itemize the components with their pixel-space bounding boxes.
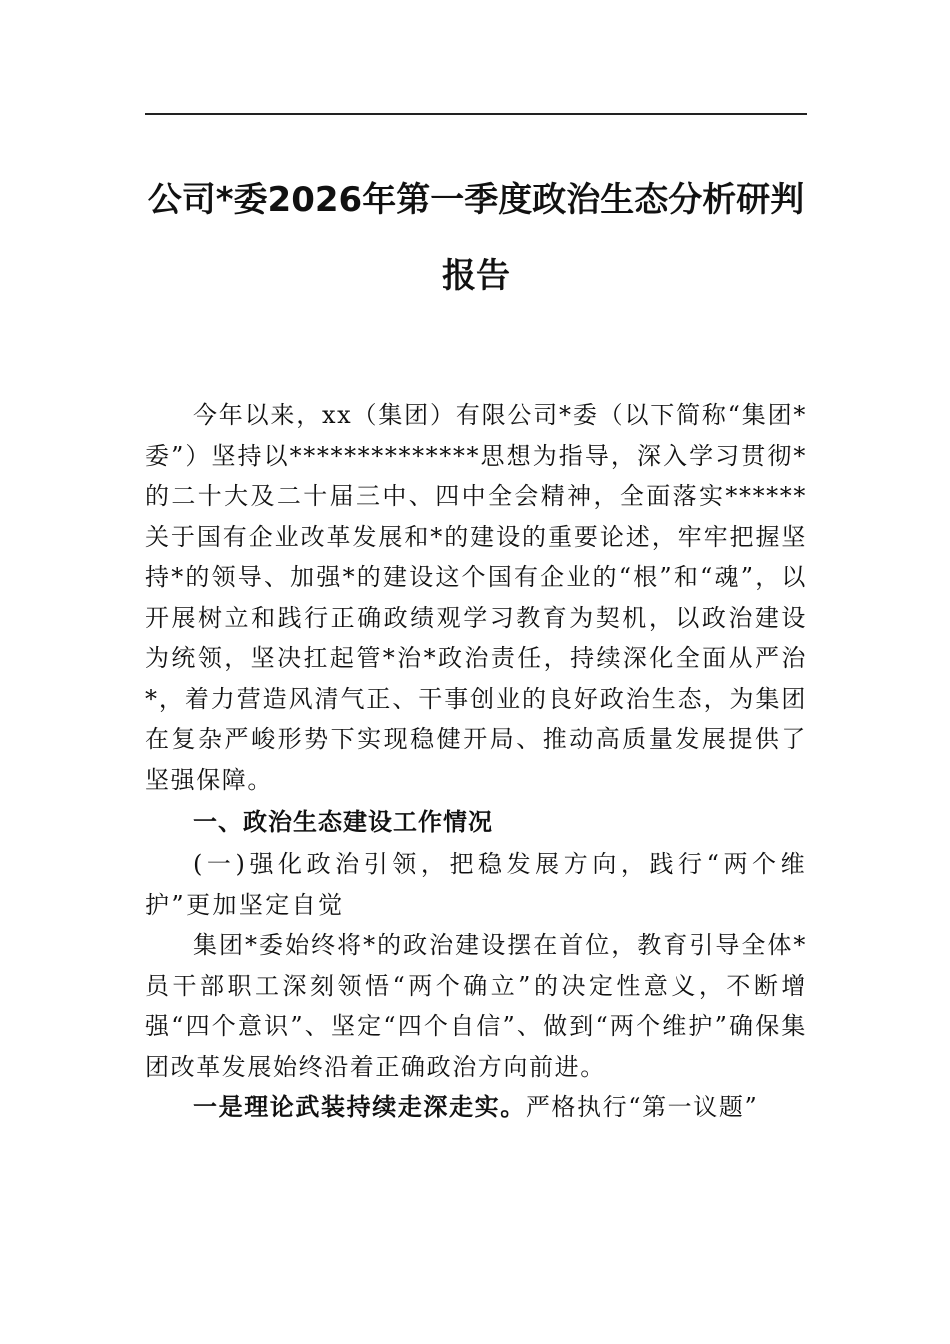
page-title: 公司*委2026年第一季度政治生态分析研判报告: [147, 180, 805, 296]
intro-paragraph: 今年以来，xx（集团）有限公司*委（以下简称“集团*委”）坚持以**************思想为指导，深入学习贯彻*的二十大及二十届三中、四中全会精神，全面落实******关于国有企业改革发展和*的建设的重要论述，牢牢把握坚持*的领导、加强*的建设这个国有企业的“根”和“魂”，以开展树立和践行正确政绩观学习教育为契机，以政治建设为统领，坚决扛起管*治*政治责任，持续深化全面从严治*，着力营造风清气正、干事创业的良好政治生态，为集团在复杂严峻形势下实现稳健开局、推动高质量发展提供了坚强保障。: [145, 401, 807, 794]
point-paragraph: [145, 1087, 807, 1128]
section-heading: 一、政治生态建设工作情况: [193, 808, 493, 836]
subsection-heading: (一)强化政治引领，把稳发展方向，践行“两个维护”更加坚定自觉: [145, 850, 807, 919]
header-rule: [145, 113, 807, 115]
document-body: [145, 395, 807, 1128]
point-text: 严格执行“第一议题”: [525, 1093, 759, 1121]
subsection-paragraph: 集团*委始终将*的政治建设摆在首位，教育引导全体*员干部职工深刻领悟“两个确立”的决定性意义，不断增强“四个意识”、坚定“四个自信”、做到“两个维护”确保集团改革发展始终沿着正确政治方向前进。: [145, 931, 807, 1081]
point-lead: 一是理论武装持续走深走实。: [193, 1093, 526, 1121]
